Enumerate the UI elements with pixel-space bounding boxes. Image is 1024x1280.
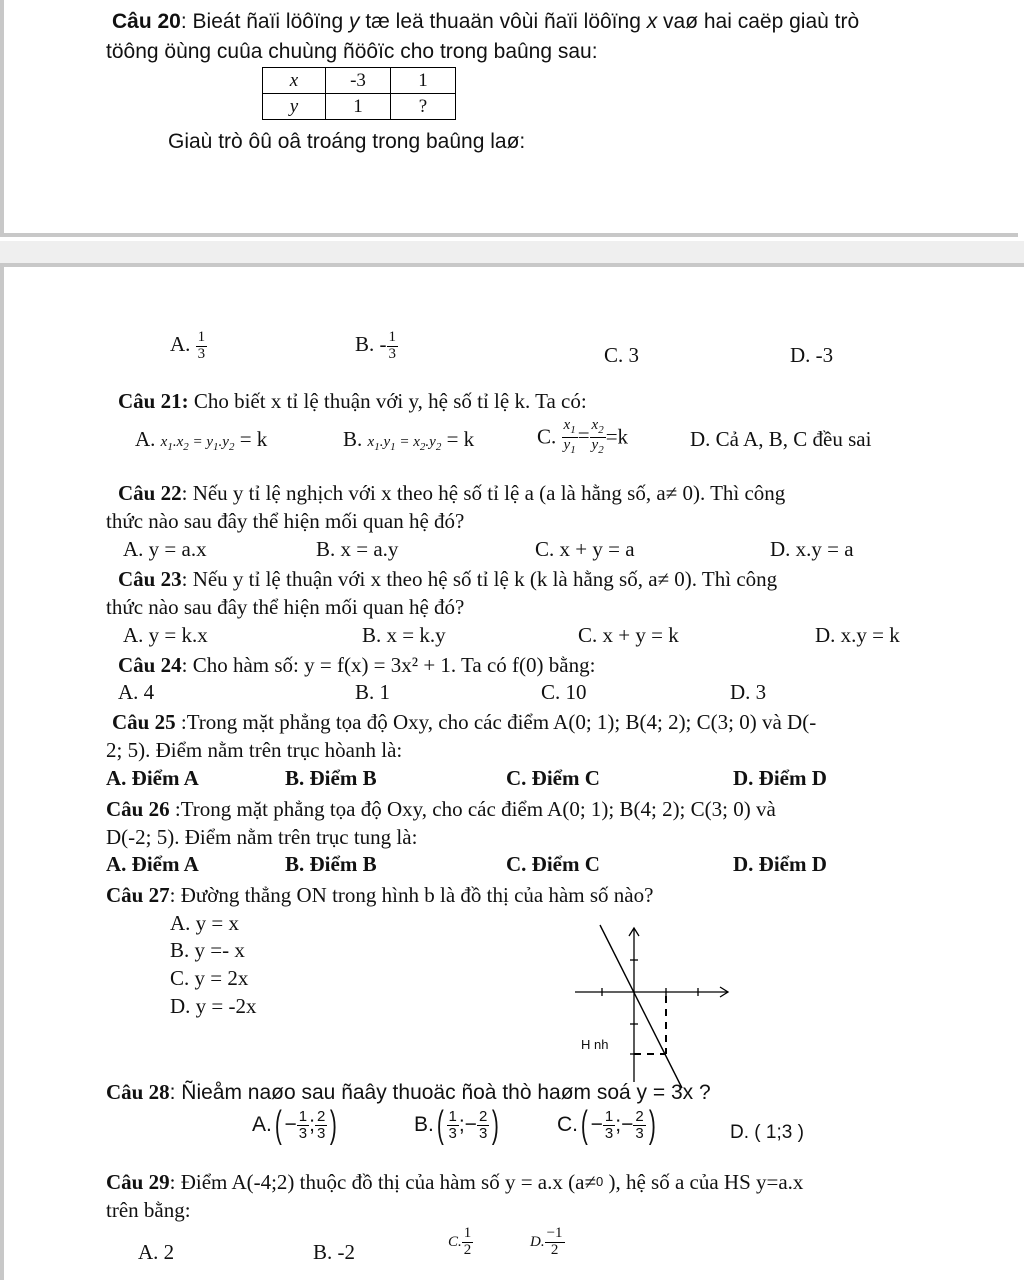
q25-option-c[interactable]: C. Điểm C	[506, 766, 600, 790]
top-panel	[0, 0, 1018, 237]
q27-option-b[interactable]: B. y =- x	[170, 938, 245, 962]
q29-option-b[interactable]: B. -2	[313, 1240, 355, 1264]
q28-option-a[interactable]: A.( − $\frac{1}{3}$ ; $\frac{2}{3}$ )	[252, 1104, 338, 1146]
q22-option-c[interactable]: C. x + y = a	[535, 537, 635, 561]
q25-option-b[interactable]: B. Điểm B	[285, 766, 377, 790]
line-on	[600, 925, 682, 1088]
q27-option-a[interactable]: A. y = x	[170, 911, 240, 935]
q28-option-c[interactable]: C.( − $\frac{1}{3}$ ;− $\frac{2}{3}$ )	[557, 1104, 656, 1146]
q25-option-d[interactable]: D. Điểm D	[733, 766, 827, 790]
q23-line1: Câu 23: Nếu y tỉ lệ thuận với x theo hệ số tỉ lệ k (k là hằng số, a≠ 0). Thì công	[118, 567, 778, 591]
q22-option-d[interactable]: D. x.y = a	[770, 537, 854, 561]
q20-line2: töông öùng cuûa chuùng ñöôïc cho trong baûng sau:	[106, 40, 598, 63]
q29-line2: trên bằng:	[106, 1198, 191, 1222]
q26-option-d[interactable]: D. Điểm D	[733, 852, 827, 876]
q23-option-c[interactable]: C. x + y = k	[578, 623, 679, 647]
q21-option-c[interactable]: C. $\frac{x_1}{y_1}$ = $\frac{x_2}{y_2}$ =k	[537, 417, 629, 456]
axis-ticks	[602, 960, 698, 1054]
panel-gap	[0, 241, 1024, 263]
q20-label: Câu 20	[112, 10, 181, 33]
q22-option-a[interactable]: A. y = a.x	[123, 537, 207, 561]
q26-line2: D(-2; 5). Điểm nằm trên trục tung là:	[106, 825, 418, 849]
q24-option-b[interactable]: B. 1	[355, 680, 391, 704]
q22-line1: Câu 22: Nếu y tỉ lệ nghịch với x theo hệ số tỉ lệ a (a là hằng số, a≠ 0). Thì công	[118, 481, 786, 505]
q21-option-b[interactable]: B. $x_1.y_1 = x_2.y_2 = k$	[343, 427, 475, 453]
q20-prompt: Giaù trò ôû oâ troáng trong baûng laø:	[168, 130, 526, 153]
q20-line1: Câu 20: Bieát ñaïi löôïng y tæ leä thuaän vôùi ñaïi löôïng x vaø hai caëp giaù trò	[112, 10, 860, 33]
q29-option-a[interactable]: A. 2	[138, 1240, 175, 1264]
q26-option-c[interactable]: C. Điểm C	[506, 852, 600, 876]
q29-line1: Câu 29: Điểm A(-4;2) thuộc đồ thị của hàm số y = a.x (a≠0 ), hệ số a của HS y=a.x	[106, 1170, 804, 1194]
q28-question: Câu 28: Ñieåm naøo sau ñaây thuoäc ñoà thò haøm soá y = 3x ?	[106, 1080, 711, 1104]
q21-question: Câu 21: Cho biết x tỉ lệ thuận với y, hệ số tỉ lệ k. Ta có:	[118, 389, 587, 413]
q27-option-c[interactable]: C. y = 2x	[170, 966, 249, 990]
q27-graph-figure	[570, 920, 740, 1090]
q25-option-a[interactable]: A. Điểm A	[106, 766, 199, 790]
q29-option-d[interactable]: D. $\frac{-1}{2}$	[530, 1225, 563, 1258]
q21-option-a[interactable]: A. $x_1.x_2 = y_1.y_2 = k$	[135, 427, 268, 453]
q20-value-table	[262, 67, 456, 120]
q23-option-d[interactable]: D. x.y = k	[815, 623, 900, 647]
q26-line1: Câu 26 :Trong mặt phẳng tọa độ Oxy, cho các điểm A(0; 1); B(4; 2); C(3; 0) và	[106, 797, 776, 821]
q25-line2: 2; 5). Điểm nằm trên trục hòanh là:	[106, 738, 403, 762]
q23-option-b[interactable]: B. x = k.y	[362, 623, 446, 647]
q24-option-c[interactable]: C. 10	[541, 680, 587, 704]
q23-line2: thức nào sau đây thể hiện mối quan hệ đó?	[106, 595, 465, 619]
q20-option-c[interactable]: C. 3	[604, 343, 640, 367]
q21-option-d[interactable]: D. Cả A, B, C đều sai	[690, 427, 872, 451]
q24-option-a[interactable]: A. 4	[118, 680, 155, 704]
q23-option-a[interactable]: A. y = k.x	[123, 623, 208, 647]
q27-question: Câu 27: Đường thẳng ON trong hình b là đồ thị của hàm số nào?	[106, 883, 654, 907]
q25-line1: Câu 25 :Trong mặt phẳng tọa độ Oxy, cho các điểm A(0; 1); B(4; 2); C(3; 0) và D(-	[112, 710, 817, 734]
q24-option-d[interactable]: D. 3	[730, 680, 767, 704]
q20-option-d[interactable]: D. -3	[790, 343, 834, 367]
q27-figure-caption: H nh	[581, 1037, 609, 1052]
q26-option-a[interactable]: A. Điểm A	[106, 852, 199, 876]
q28-option-b[interactable]: B.( $\frac{1}{3}$ ;− $\frac{2}{3}$ )	[414, 1104, 500, 1146]
q22-option-b[interactable]: B. x = a.y	[316, 537, 399, 561]
q26-option-b[interactable]: B. Điểm B	[285, 852, 377, 876]
q27-option-d[interactable]: D. y = -2x	[170, 994, 257, 1018]
q20-option-b[interactable]: B. - $\frac{1}{3}$	[355, 329, 396, 362]
table-row: x -3 1	[263, 68, 456, 94]
table-row: y 1 ?	[263, 94, 456, 120]
q28-option-d[interactable]: D. ( 1;3 )	[730, 1122, 804, 1143]
q20-option-a[interactable]: A. $\frac{1}{3}$	[170, 329, 206, 362]
q22-line2: thức nào sau đây thể hiện mối quan hệ đó?	[106, 509, 465, 533]
q24-question: Câu 24: Cho hàm số: y = f(x) = 3x² + 1. Ta có f(0) bằng:	[118, 653, 596, 677]
q29-option-c[interactable]: C. $\frac{1}{2}$	[448, 1225, 472, 1258]
